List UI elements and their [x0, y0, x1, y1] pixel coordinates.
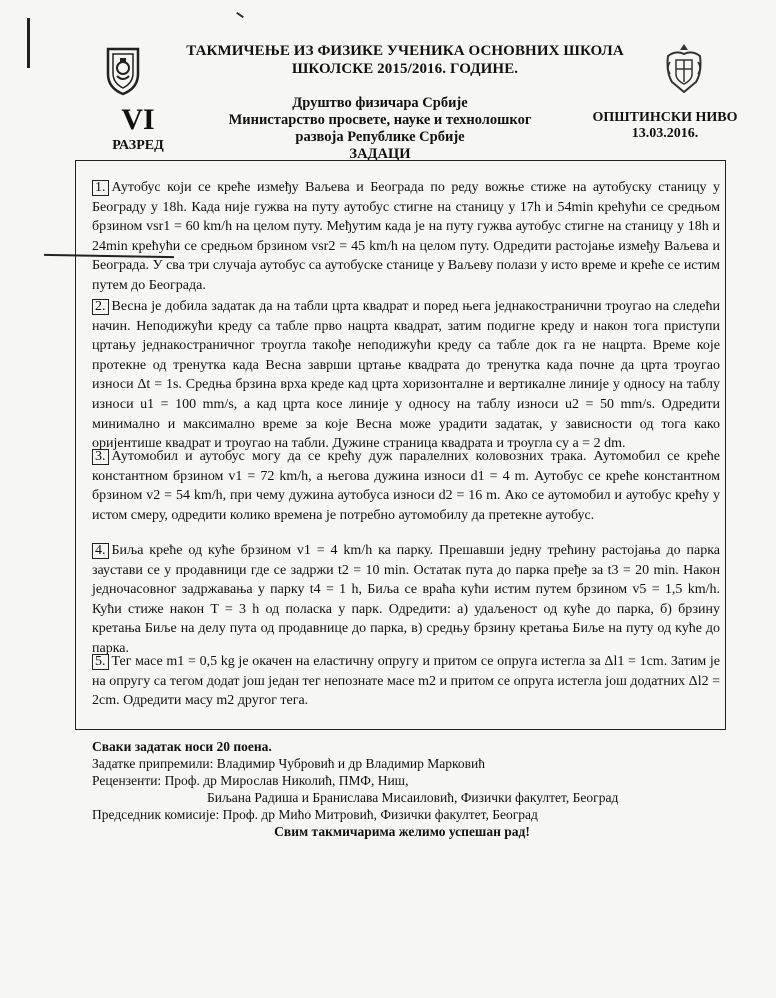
problem-text: Аутомобил и аутобус могу да се крећу дуж паралелних коловозних трака. Аутомобил се креће константном брзином v1 = 72 km/h, а његова дужина износи d1 = 4 m. Аутобус се креће константном брзином v2 = 54 km/h, при чему дужина аутобуса износи d2 = 16 m. Ако се аутомобил и аутобус крећу у истом смеру, одредити колико времена је потребно аутомобилу да претекне аутобус.	[92, 449, 720, 523]
problem-number: 2.	[92, 299, 109, 315]
footer-credits	[92, 738, 712, 840]
margin-mark	[27, 18, 30, 68]
society-name: Друштво физичара Србије	[292, 95, 468, 111]
coat-of-arms-icon	[664, 42, 704, 96]
problem-number: 4.	[92, 543, 109, 559]
grade-block	[98, 104, 178, 154]
problem-number: 3.	[92, 449, 109, 465]
problem-3	[92, 447, 720, 525]
ministry-line1: Министарство просвете, науке и технолошког	[228, 112, 532, 128]
problem-text: Тег масе m1 = 0,5 kg је окачен на еластичну опругу и притом се опруга истегла за Δl1 = 1cm. Затим је на опругу са тегом додат још један тег непознате масе m2 и притом се опруга истегла још додатних Δl2 = 2cm. Одредити масу m2 другог тега.	[92, 654, 720, 709]
stray-mark	[236, 12, 244, 18]
ministry-line2: развоја Републике Србије	[295, 129, 465, 145]
competition-title-line1: ТАКМИЧЕЊЕ ИЗ ФИЗИКЕ УЧЕНИКА ОСНОВНИХ ШКОЛА	[186, 43, 624, 59]
competition-title-line2: ШКОЛСКЕ 2015/2016. ГОДИНЕ.	[291, 61, 519, 77]
problem-text: Биља креће од куће брзином v1 = 4 km/h ка парку. Прешавши једну трећину растојања до парка заустави се у продавници где се задржи t2 = 10 min. Остатак пута до парка пређе за t3 = 20 min. Након једночасовног задржавања у парку t4 = 1 h, Биља се враћа кући истим путем брзином v5 = 1,5 km/h. Кући стиже након T = 3 h од поласка у парк. Одредити: а) удаљеност од куће до парка, б) брзину кретања Биље на делу пута од продавнице до парка, в) средњу брзину кретања Биље на путу од куће до парка.	[92, 543, 720, 656]
prepared-by: Задатке припремили: Владимир Чубровић и др Владимир Марковић	[92, 756, 485, 771]
reviewers-line1: Рецензенти: Проф. др Мирослав Николић, ПМФ, Ниш,	[92, 773, 409, 788]
competition-date: 13.03.2016.	[631, 126, 699, 141]
problem-text: Аутобус који се креће између Ваљева и Београда по реду вожње стиже на аутобуску станицу у Београду у 18h. Када није гужва на путу аутобус стигне на станицу у 17h и 54min крећући се средњом брзином vsr1 = 60 km/h на целом путу. Међутим када је на путу гужва аутобус стигне на станицу у 18h и 24min крећући се средњом брзином vsr2 = 45 km/h на целом путу. Одредити растојање између Ваљева и Београда. У сва три случаја аутобус са аутобуске станице у Ваљеву полази у исто време и креће се истим путем до Београда.	[92, 180, 720, 293]
problem-2	[92, 297, 720, 454]
tasks-title: ЗАДАЦИ	[349, 146, 411, 162]
problem-1	[92, 178, 720, 296]
organizers-block	[210, 95, 550, 163]
competition-level: ОПШТИНСКИ НИВО	[592, 110, 738, 125]
reviewers-line2: Биљана Радиша и Бранислава Мисаиловић, Физички факултет, Београд	[207, 790, 619, 805]
grade-number: VI	[121, 103, 155, 136]
grade-label: РАЗРЕД	[112, 138, 164, 153]
problem-4	[92, 541, 720, 659]
points-note: Сваки задатак носи 20 поена.	[92, 739, 272, 754]
level-block	[575, 110, 755, 142]
society-logo-icon	[100, 46, 146, 96]
commission-chair: Председник комисије: Проф. др Мићо Митровић, Физички факултет, Београд	[92, 807, 538, 822]
problem-number: 1.	[92, 180, 109, 196]
problem-text: Весна је добила задатак да на табли црта квадрат и поред њега једнакостранични троугао на следећи начин. Неподижући креду са табле прво нацрта квадрат, затим подигне креду и након тога приступи цртању једнакостраничног троугла такође неподижући креду са табле док га не нацрта. Време које протекне од тренутка када Весна заврши цртање квадрата до тренутка када почне да црта троугао износи Δt = 1s. Средња брзина врха креде кад црта хоризонталне и вертикалне линије у односу на таблу износи u1 = 100 mm/s, а кад црта косе линије у односу на таблу износи u2 = 50 mm/s. Одредити минимално и максимално време за које Весна може урадити задатак, у зависности од тога како оријентише квадрат и троугао на табли. Дужине страница квадрата и троугла су a = 2 dm.	[92, 299, 720, 452]
good-luck-wish: Свим такмичарима желимо успешан рад!	[274, 824, 530, 839]
problem-5	[92, 652, 720, 711]
problem-number: 5.	[92, 654, 109, 670]
competition-title	[170, 42, 640, 78]
